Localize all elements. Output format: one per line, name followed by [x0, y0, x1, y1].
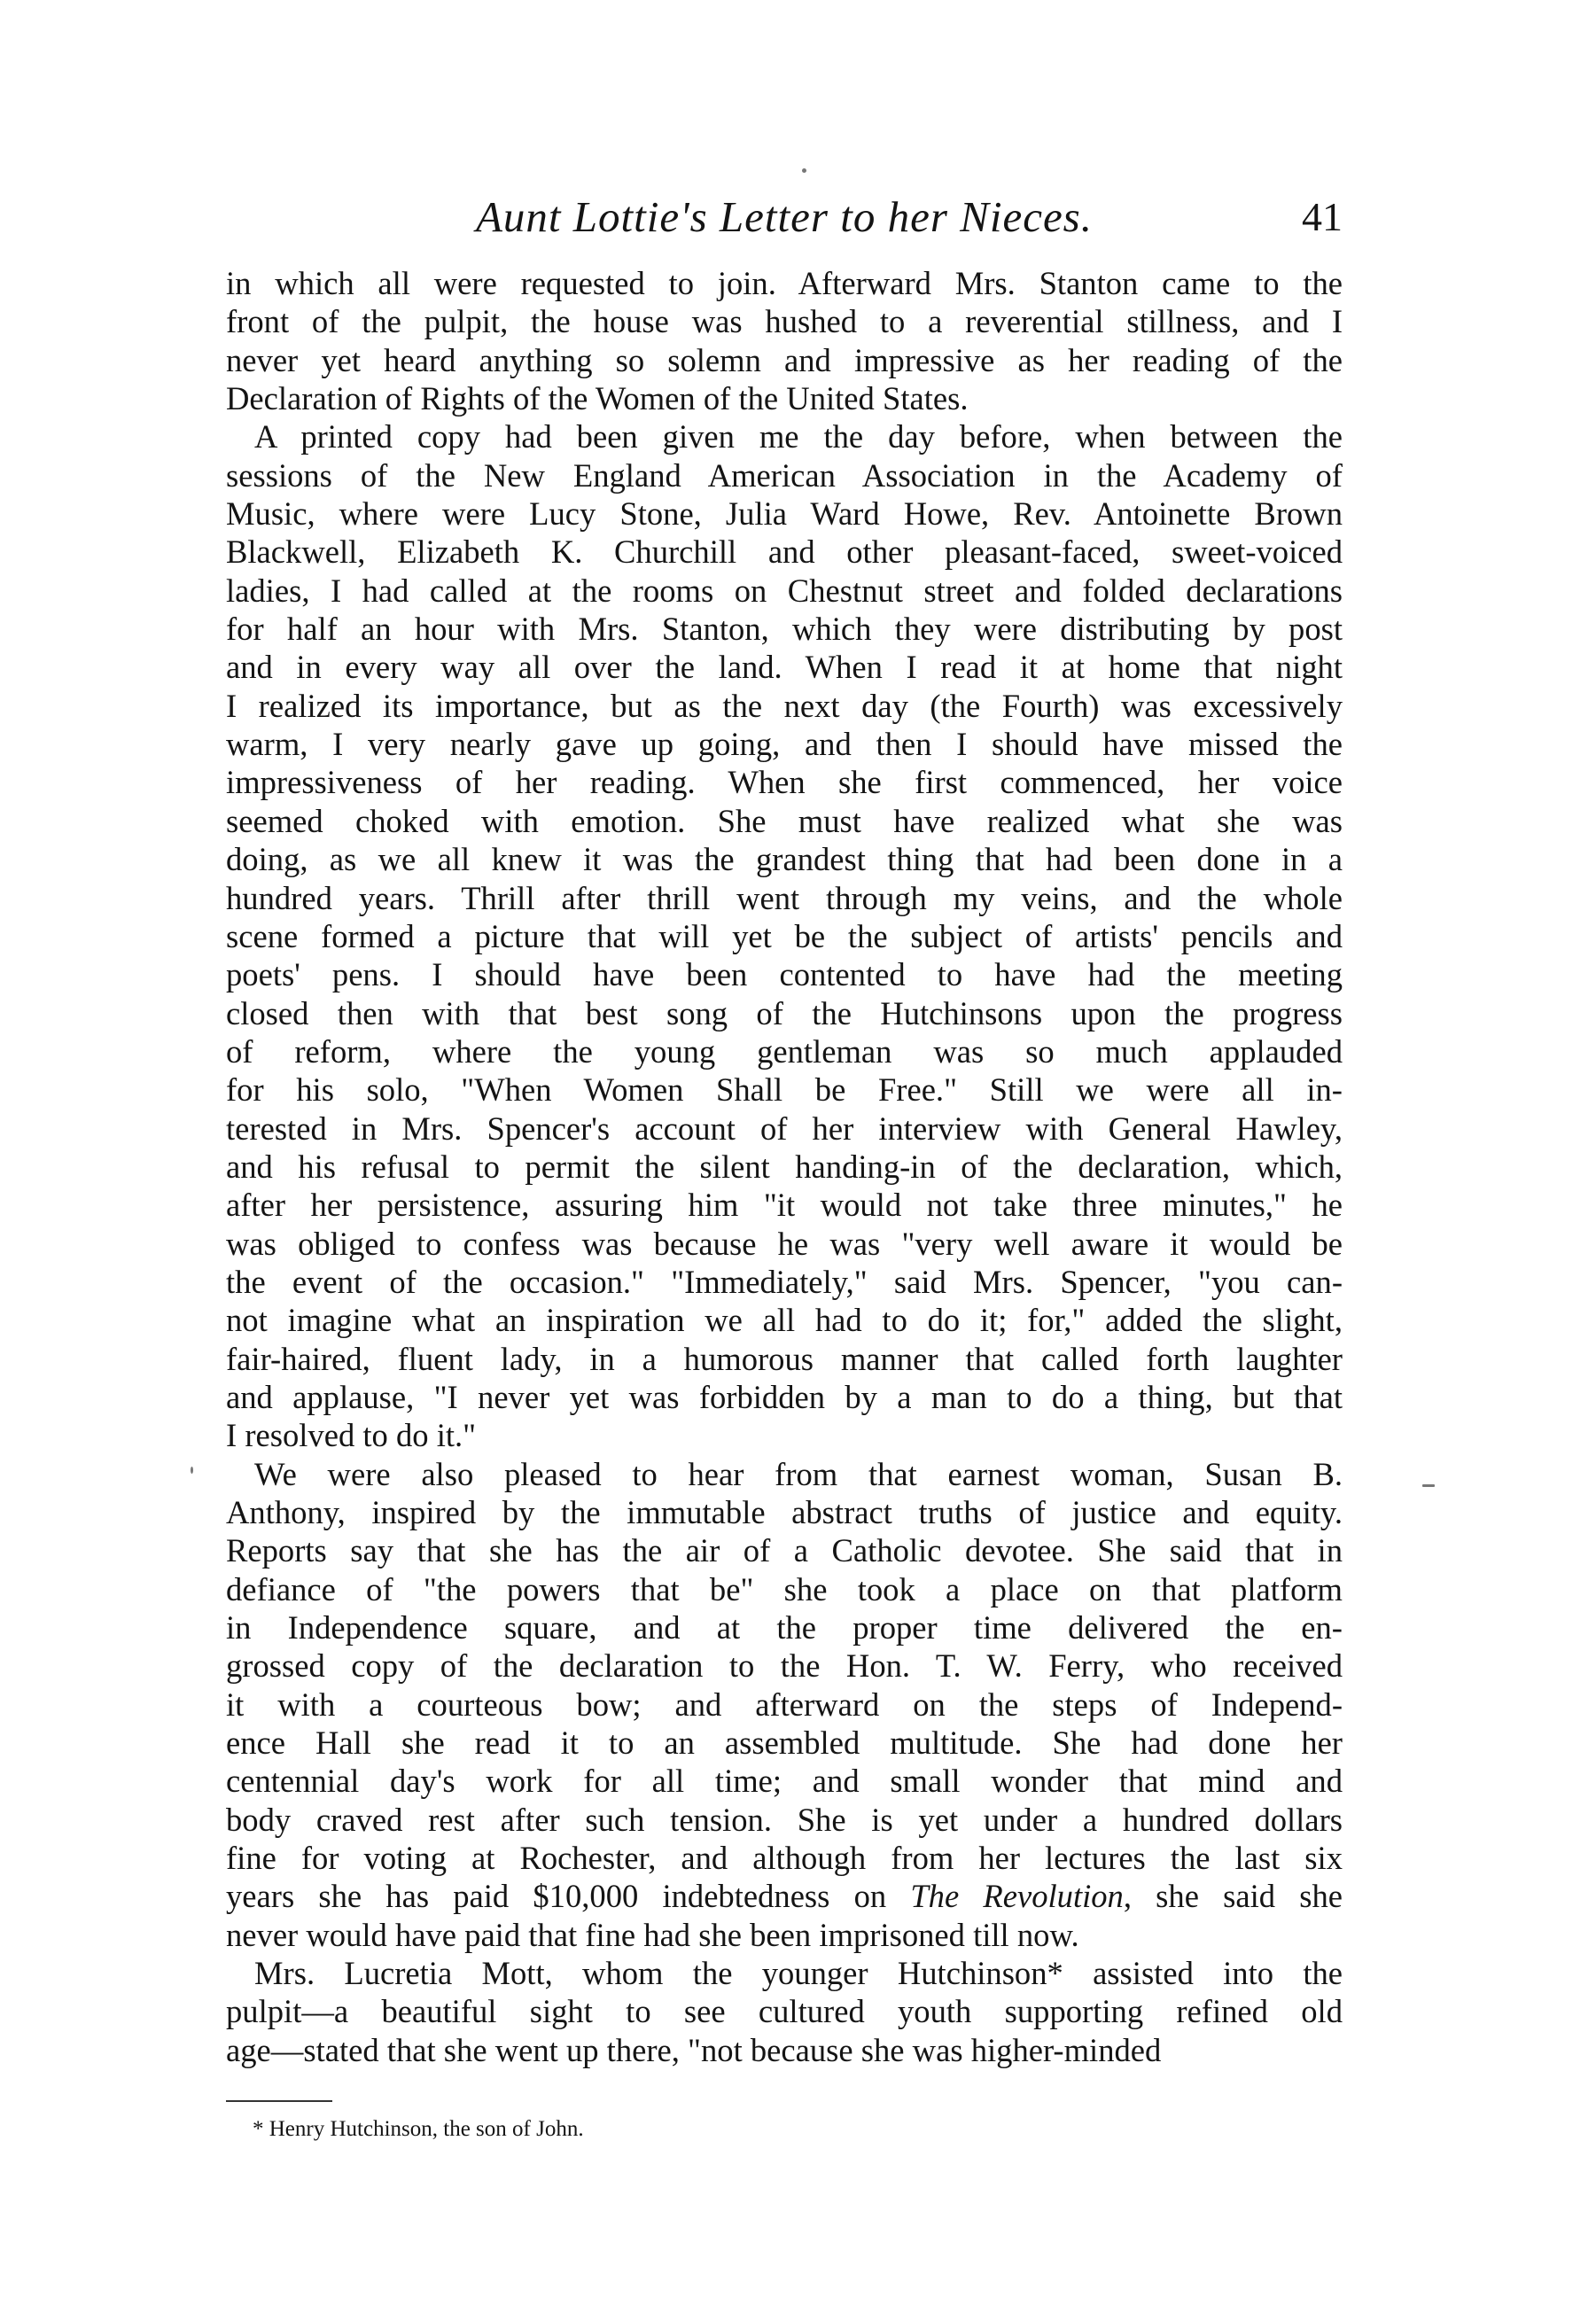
text-line: and his refusal to permit the silent handing-in of the declaration, which,	[226, 1148, 1343, 1185]
text-line: I resolved to do it."	[226, 1417, 477, 1454]
text-line: Music, where were Lucy Stone, Julia Ward Howe, Rev. Antoinette Brown	[226, 495, 1343, 533]
footnote: * Henry Hutchinson, the son of John.	[253, 2117, 584, 2141]
text-line: for his solo, "When Women Shall be Free." Still we were all in-	[226, 1071, 1343, 1109]
text-line: years she has paid $10,000 indebtedness on The Revolution, she said she	[226, 1878, 1343, 1915]
text-line: fair-haired, fluent lady, in a humorous manner that called forth laughter	[226, 1340, 1343, 1377]
text-line: pulpit—a beautiful sight to see cultured youth supporting refined old	[226, 1993, 1343, 2030]
text-line: A printed copy had been given me the day before, when between the	[254, 418, 1343, 455]
text-line: scene formed a picture that will yet be the subject of artists' pencils and	[226, 917, 1343, 954]
text-line: never yet heard anything so solemn and impressive as her reading of the	[226, 341, 1343, 378]
running-title: Aunt Lottie's Letter to her Nieces.	[475, 192, 1094, 241]
text-line: terested in Mrs. Spencer's account of her interview with General Hawley,	[226, 1109, 1343, 1147]
text-line: in which all were requested to join. Afterward Mrs. Stanton came to the	[226, 265, 1343, 301]
text-line: Blackwell, Elizabeth K. Churchill and other pleasant-faced, sweet-voiced	[226, 533, 1343, 571]
text-line: age—stated that she went up there, "not because she was higher-minded	[226, 2031, 1162, 2068]
page-number: 41	[1302, 194, 1343, 239]
text-line: ladies, I had called at the rooms on Chestnut street and folded declarations	[226, 572, 1343, 609]
text-line: the event of the occasion." "Immediately," said Mrs. Spencer, "you can-	[226, 1263, 1343, 1300]
text-line: doing, as we all knew it was the grandest thing that had been done in a	[226, 841, 1343, 878]
text-line: fine for voting at Rochester, and although from her lectures the last six	[226, 1840, 1343, 1877]
body-text	[226, 264, 1343, 2069]
text-line: of reform, where the young gentleman was so much applauded	[226, 1032, 1343, 1070]
text-line: defiance of "the powers that be" she took a place on that platform	[226, 1570, 1343, 1608]
text-line: grossed copy of the declaration to the Hon. T. W. Ferry, who received	[226, 1647, 1343, 1685]
text-line: warm, I very nearly gave up going, and then I should have missed the	[226, 726, 1343, 763]
text-line: impressiveness of her reading. When she first commenced, her voice	[226, 764, 1343, 801]
paragraph	[226, 417, 1343, 1454]
text-line: and applause, "I never yet was forbidden by a man to do a thing, but that	[226, 1378, 1343, 1415]
text-line: poets' pens. I should have been contented to have had the meeting	[226, 956, 1343, 993]
text-line: I realized its importance, but as the next day (the Fourth) was excessively	[226, 687, 1343, 724]
text-line: We were also pleased to hear from that earnest woman, Susan B.	[254, 1455, 1343, 1492]
text-line: for half an hour with Mrs. Stanton, which they were distributing by post	[226, 611, 1343, 648]
paragraph	[226, 1954, 1343, 2069]
text-line: closed then with that best song of the Hutchinsons upon the progress	[226, 994, 1343, 1031]
running-head	[226, 182, 1343, 253]
text-line: it with a courteous bow; and afterward on the steps of Independ-	[226, 1685, 1343, 1723]
scan-speck	[802, 168, 806, 173]
text-line: seemed choked with emotion. She must have realized what she was	[226, 802, 1343, 839]
text-line: ence Hall she read it to an assembled multitude. She had done her	[226, 1724, 1343, 1762]
text-line: Reports say that she has the air of a Catholic devotee. She said that in	[226, 1532, 1343, 1569]
text-line: Declaration of Rights of the Women of the United States.	[226, 380, 969, 417]
text-line: centennial day's work for all time; and small wonder that mind and	[226, 1763, 1343, 1800]
scan-speck	[1422, 1484, 1435, 1487]
scan-speck	[191, 1467, 193, 1474]
periodical-title: The Revolution	[910, 1878, 1124, 1915]
text-line: after her persistence, assuring him "it would not take three minutes," he	[226, 1187, 1343, 1224]
footnote-rule	[226, 2100, 332, 2102]
text-line: front of the pulpit, the house was hushed to a reverential stillness, and I	[226, 303, 1343, 340]
text-line: and in every way all over the land. When I read it at home that night	[226, 649, 1343, 686]
paragraph	[226, 264, 1343, 417]
text-line: in Independence square, and at the proper time delivered the en-	[226, 1609, 1343, 1646]
text-line: never would have paid that fine had she been imprisoned till now.	[226, 1916, 1079, 1953]
paragraph	[226, 1455, 1343, 1954]
text-line: was obliged to confess was because he was "very well aware it would be	[226, 1225, 1343, 1262]
text-line: Mrs. Lucretia Mott, whom the younger Hutchinson* assisted into the	[254, 1955, 1343, 1992]
text-line: body craved rest after such tension. She is yet under a hundred dollars	[226, 1801, 1343, 1838]
text-line: not imagine what an inspiration we all had to do it; for," added the slight,	[226, 1302, 1343, 1339]
text-line: hundred years. Thrill after thrill went through my veins, and the whole	[226, 879, 1343, 916]
text-line: Anthony, inspired by the immutable abstract truths of justice and equity.	[226, 1494, 1343, 1530]
text-line: sessions of the New England American Association in the Academy of	[226, 456, 1343, 494]
